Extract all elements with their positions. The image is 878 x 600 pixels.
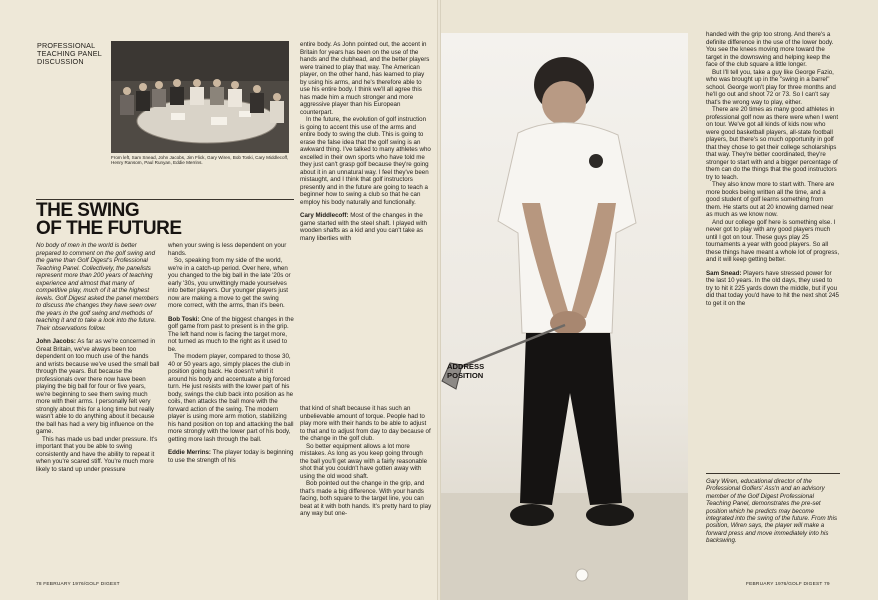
page-gutter [437, 0, 441, 600]
left-page-footer: 78 FEBRUARY 1976/GOLF DIGEST [36, 582, 120, 587]
col3b-paragraph-2: So better equipment allows a lot more mistakes. As long as you keep going through the ball you'll get away with a fairly reasonable shot that you couldn't have gotten away with using the old wood shaft. [300, 442, 428, 480]
col2-paragraph: when your swing is less dependent on your hands. [168, 242, 287, 257]
address-label-line: POSITION [447, 371, 484, 380]
right-paragraph-3: There are 20 times as many good athletes in professional golf now as there were when I went on tour. We've got all kinds of kids now who were good basketball players, all-state football players, but there's so much opportunity in golf that they chose to get their college scholarships that way. They're better coordinated, they're stronger to start with and a bigger percentage of them can do the things that the good instructors try to teach. [706, 106, 839, 181]
title-line: THE SWING [36, 200, 140, 221]
right-paragraph-1: handed with the grip too strong. And there's a definite difference in the use of the lower body. You see the knees moving more toward the target in the downswing and helping keep the face of the club square a little longer. [706, 31, 834, 68]
jacobs-paragraph [36, 338, 160, 436]
middlecoff-speaker: Cary Middlecoff: [300, 212, 349, 219]
merrins-paragraph [168, 449, 294, 464]
article-title [36, 202, 182, 238]
address-label-line: ADDRESS [447, 362, 485, 371]
right-paragraph-4: They also know more to start with. There are more books being written all the time, and a good student of golf learns something from them. He starts out at 20 knowing darned near as much as we know now. [706, 181, 835, 218]
panel-label-line: PROFESSIONAL [37, 41, 96, 50]
panel-label-line: TEACHING PANEL [37, 49, 102, 59]
left-column-2 [168, 242, 294, 464]
middlecoff-text: Most of the changes in the game started with the steel shaft. I played with wooden shafts as a kid and you can't take as many liberties with [300, 212, 427, 242]
left-page [0, 0, 438, 600]
jacobs-text: As far as we're concerned in Great Britain, we've always been too dependent on too much use of the hands and wrists because we've used the small ball through the years. But because the professionals over there now have been playing the big ball for four or five years, we're beginning to see them swing much more with their arms. I personally felt very strongly about this for a long time but really wasn't able to do anything about it because the ball has had a very big influence on the game. [36, 338, 160, 435]
middlecoff-paragraph [300, 212, 432, 242]
col2-paragraph-2: So, speaking from my side of the world, we're in a catch-up period. Over here, when you changed to the big ball in the late '20s or early '30s, you unwittingly made yourselves into better players. Our younger players just now are making a move to get the swing more correct, with the arms, than it's been. [168, 257, 291, 309]
caption-rule [706, 473, 840, 474]
panel-discussion-label [37, 42, 102, 67]
golfer-address-photo [440, 33, 688, 600]
toski-text: One of the biggest changes in the golf game from past to present is in the grip. The left hand now is facing the target more, not turned as much to the right as it used to be. [168, 315, 294, 353]
toski-paragraph-2: The modern player, compared to those 30, 40 or 50 years ago, simply places the club in position going back. He doesn't whirl it around his body and accentuate a big forced turn. He just resists with the lower part of his body, swings the club back into position as he coils, then attacks the ball more with the forward action of the swing. The modern player is using more arm motion, stabilizing his hand position on top and attacking the ball more strongly with the lower part of his body, getting more lash through the ball. [168, 353, 294, 443]
right-paragraph-2: But I'll tell you, take a guy like George Fazio, who was brought up in the "swing in a barrel" school. George won't play for three months and he'll go out and shoot 72 or 73. So I can't say that's the wrong way to play, either. [706, 68, 836, 106]
toski-paragraph [168, 316, 294, 354]
right-page-footer: FEBRUARY 1976/GOLF DIGEST 79 [746, 582, 830, 587]
col3b-paragraph: that kind of shaft because it has such an unbelievable amount of torque. People had to play more with their hands to be able to adjust to that and to adjust from day to day because of the change in the golf club. [300, 405, 431, 442]
left-column-3 [300, 41, 432, 242]
snead-text: Players have stressed power for the last 10 years. In the old days, they used to try to hit it 225 yards down the middle, but if you did that today you'd have to hit the next shot 245 to get it on the [706, 269, 839, 307]
intro-paragraph: No body of men in the world is better prepared to comment on the golf swing and the game than Golf Digest's Professional Teaching Panel. Collectively, the panelists represent more than 200 years of teaching experience and almost that many of competitive play, much of it at the highest levels. Golf Digest asked the panel members to discuss the changes they have seen over the years in the golf swing and methods of teaching it and to take a look into the future. Their observations follow. [36, 242, 159, 332]
group-photo-caption: From left, Sam Snead, John Jacobs, Jim Flick, Gary Wiren, Bob Toski, Cary Middlecoff, Henry Ransom, Paul Runyan, Eddie Merrins. [111, 155, 289, 166]
title-line: OF THE FUTURE [36, 218, 182, 239]
col3b-paragraph-3: Bob pointed out the change in the grip, and that's made a big difference. With your hands facing, both square to the target line, you can beat at it with both hands. It's pretty hard to play any way but one- [300, 480, 432, 517]
left-column-1 [36, 242, 160, 473]
panel-label-line: DISCUSSION [37, 57, 84, 67]
snead-paragraph [706, 270, 840, 308]
snead-speaker: Sam Snead: [706, 269, 742, 277]
wiren-photo-caption: Gary Wiren, educational director of the Professional Golfers' Ass'n and an advisory member of the Golf Digest Professional Teaching Panel, demonstrates the pre-set position which he predicts may become integrated into the swing of the future. From this position, Wiren says, the player will make a forward press and move immediately into his backswing. [706, 478, 838, 545]
merrins-text: The player today is beginning to use the strength of his [168, 449, 294, 464]
toski-speaker: Bob Toski: [168, 315, 200, 323]
col3-paragraph: entire body. As John pointed out, the accent in Britain for years has been on the use of the hands and the clubhead, and the better players were trained to play that way. The American player, on the other hand, has learned to play by using his arms, and he's therefore able to use his entire body. I think we'll all agree this has made him a much stronger and more aggressive player than his European counterpart. [300, 41, 430, 116]
jacobs-speaker: John Jacobs: [36, 338, 76, 345]
right-column [706, 31, 840, 307]
left-column-3-bottom [300, 405, 432, 518]
right-paragraph-5: And our college golf here is something else. I never got to play with any good players much until I got on tour. These guys play 25 tournaments a year with good players. So all these things have meant a whole lot of progress, and it will keep getting better. [706, 218, 840, 263]
merrins-speaker: Eddie Merrins: [168, 449, 211, 456]
panel-group-photo [111, 41, 289, 153]
jacobs-paragraph-2: This has made us bad under pressure. It's important that you be able to swing consistently and have the ability to repeat it when you're scared stiff. You're much more likely to stand up under pressure [36, 435, 158, 473]
col3-paragraph-2: In the future, the evolution of golf instruction is going to accent this use of the arms and entire body to swing the club. This is going to erase the false idea that the golf swing is an awkward thing. I've talked to many athletes who excelled in their own sports who have told me they just can't grasp golf because they're going about it in an unnatural way. I feel they've been mistaught, and I think that golf instructors presently and in the future are going to teach a beginner how to swing a club so that he can employ his body naturally and functionally. [300, 116, 431, 206]
address-position-label [447, 362, 484, 380]
